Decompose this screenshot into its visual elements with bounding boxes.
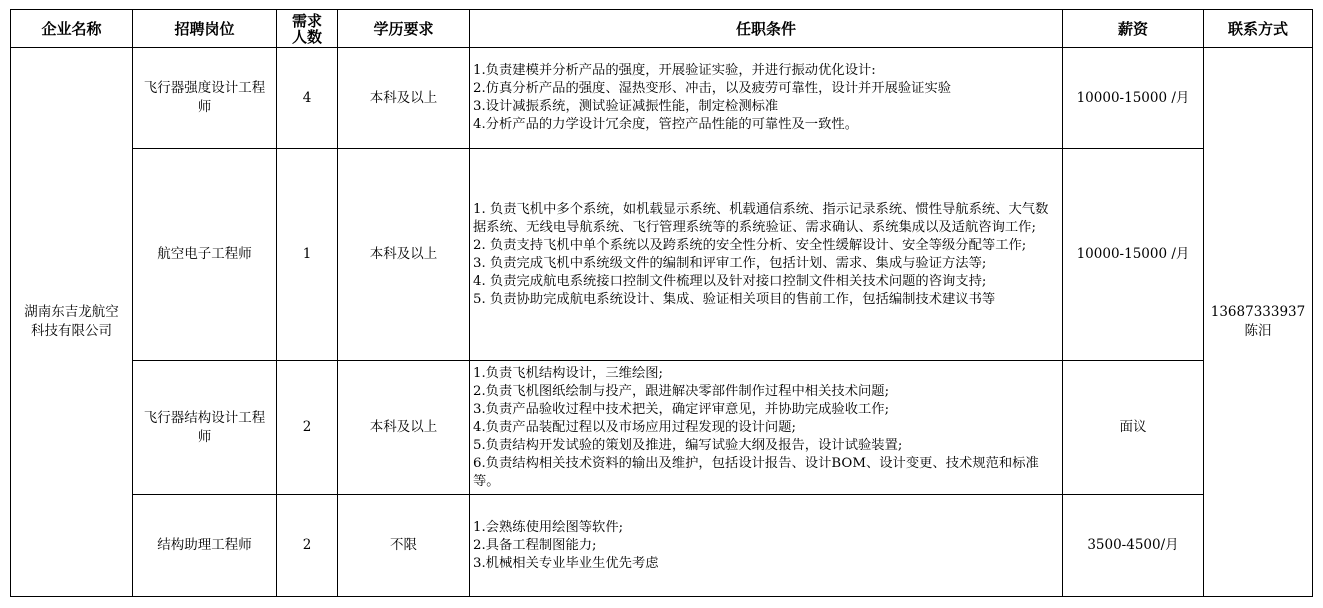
header-requirements: 任职条件 bbox=[470, 10, 1063, 48]
requirement-line: 1.负责飞机结构设计，三维绘图; bbox=[473, 365, 664, 381]
recruitment-table-container bbox=[10, 9, 1313, 597]
header-count-label: 需求人数 bbox=[291, 11, 322, 46]
requirement-line: 2.仿真分析产品的强度、湿热变形、冲击，以及疲劳可靠性，设计并开展验证实验 bbox=[473, 81, 952, 96]
requirement-line: 1.负责建模并分析产品的强度，开展验证实验，并进行振动优化设计: bbox=[473, 63, 876, 78]
requirement-line: 3.机械相关专业毕业生优先考虑 bbox=[473, 555, 659, 571]
position-cell bbox=[133, 361, 277, 495]
table-row bbox=[11, 361, 1313, 495]
contact-cell bbox=[1204, 48, 1313, 597]
requirement-line: 4. 负责完成航电系统接口控制文件梳理以及针对接口控制文件相关技术问题的咨询支持; bbox=[473, 273, 987, 289]
count-cell: 1 bbox=[277, 149, 338, 361]
requirement-line: 2.具备工程制图能力; bbox=[473, 537, 597, 553]
education-cell: 不限 bbox=[338, 495, 470, 597]
header-company: 企业名称 bbox=[11, 10, 133, 48]
requirement-line: 1. 负责飞机中多个系统，如机载显示系统、机载通信系统、指示记录系统、惯性导航系统、大气数据系统、无线电导航系统、飞行管理系统等的系统验证、需求确认、系统集成以及适航咨询工作; bbox=[473, 201, 1049, 235]
requirements-cell bbox=[470, 149, 1063, 361]
header-position: 招聘岗位 bbox=[133, 10, 277, 48]
salary-cell: 3500-4500/月 bbox=[1063, 495, 1204, 597]
position-cell bbox=[133, 48, 277, 149]
position-name: 飞行器强度设计工程师 bbox=[143, 80, 266, 115]
count-cell: 2 bbox=[277, 495, 338, 597]
requirement-line: 2.负责飞机图纸绘制与投产，跟进解决零部件制作过程中相关技术问题; bbox=[473, 383, 890, 399]
header-contact: 联系方式 bbox=[1204, 10, 1313, 48]
position-name: 飞行器结构设计工程师 bbox=[143, 409, 266, 445]
header-count bbox=[277, 10, 338, 48]
requirements-cell bbox=[470, 48, 1063, 149]
requirements-cell bbox=[470, 361, 1063, 495]
education-cell: 本科及以上 bbox=[338, 48, 470, 149]
company-name: 湖南东吉龙航空科技有限公司 bbox=[24, 304, 119, 339]
requirement-line: 3.设计减振系统，测试验证减振性能，制定检测标准 bbox=[473, 99, 779, 114]
count-cell: 4 bbox=[277, 48, 338, 149]
table-row bbox=[11, 495, 1313, 597]
requirement-line: 4.负责产品装配过程以及市场应用过程发现的设计问题; bbox=[473, 419, 796, 435]
requirement-line: 3.负责产品验收过程中技术把关，确定评审意见，并协助完成验收工作; bbox=[473, 401, 890, 417]
requirement-line: 2. 负责支持飞机中单个系统以及跨系统的安全性分析、安全性缓解设计、安全等级分配等工作; bbox=[473, 237, 1027, 253]
requirement-line: 5. 负责协助完成航电系统设计、集成、验证相关项目的售前工作，包括编制技术建议书等 bbox=[473, 291, 996, 307]
position-cell: 航空电子工程师 bbox=[133, 149, 277, 361]
header-salary: 薪资 bbox=[1063, 10, 1204, 48]
requirement-line: 5.负责结构开发试验的策划及推进，编写试验大纲及报告，设计试验装置; bbox=[473, 437, 903, 453]
requirement-line: 1.会熟练使用绘图等软件; bbox=[473, 519, 624, 535]
requirement-line: 6.负责结构相关技术资料的输出及维护，包括设计报告、设计BOM、设计变更、技术规范和标准等。 bbox=[473, 455, 1039, 489]
count-cell: 2 bbox=[277, 361, 338, 495]
contact-phone: 13687333937 bbox=[1210, 304, 1306, 320]
education-cell: 本科及以上 bbox=[338, 149, 470, 361]
position-cell: 结构助理工程师 bbox=[133, 495, 277, 597]
requirements-cell bbox=[470, 495, 1063, 597]
salary-cell: 面议 bbox=[1063, 361, 1204, 495]
recruitment-table bbox=[10, 9, 1313, 597]
requirement-line: 4.分析产品的力学设计冗余度，管控产品性能的可靠性及一致性。 bbox=[473, 117, 858, 132]
salary-cell: 10000-15000 /月 bbox=[1063, 149, 1204, 361]
requirement-line: 3. 负责完成飞机中系统级文件的编制和评审工作，包括计划、需求、集成与验证方法等; bbox=[473, 255, 987, 271]
table-row bbox=[11, 149, 1313, 361]
header-row bbox=[11, 10, 1313, 48]
education-cell: 本科及以上 bbox=[338, 361, 470, 495]
salary-cell: 10000-15000 /月 bbox=[1063, 48, 1204, 149]
header-education: 学历要求 bbox=[338, 10, 470, 48]
table-row bbox=[11, 48, 1313, 149]
contact-name: 陈汨 bbox=[1244, 323, 1272, 339]
company-cell bbox=[11, 48, 133, 597]
